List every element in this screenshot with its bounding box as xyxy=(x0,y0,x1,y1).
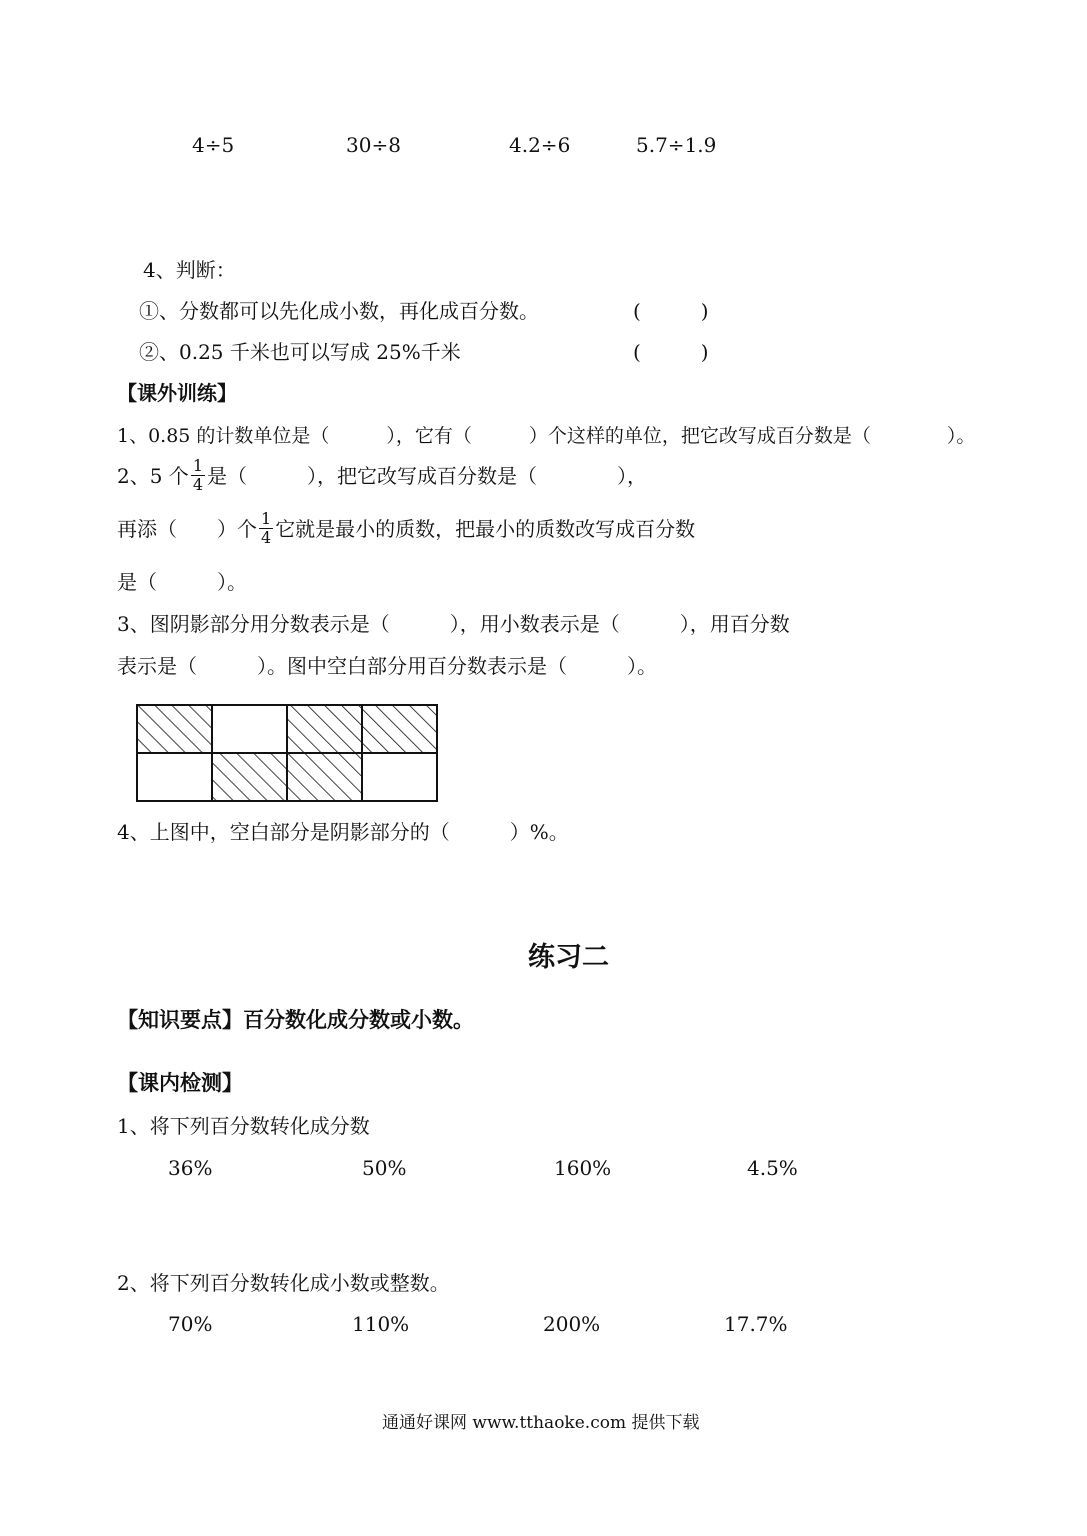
judge-blank-1: ( ) xyxy=(633,299,709,323)
division-item-1: 4÷5 xyxy=(192,133,235,157)
extra-q4: 4、上图中，空白部分是阴影部分的（ ）%。 xyxy=(117,820,569,844)
extra-q3-line1: 3、图阴影部分用分数表示是（ ），用小数表示是（ ），用百分数 xyxy=(117,612,790,636)
q2-value-2: 110% xyxy=(352,1312,410,1336)
grid-cell-shaded xyxy=(212,753,287,801)
in-class-q2: 2、将下列百分数转化成小数或整数。 xyxy=(117,1271,450,1295)
extra-training-heading: 【课外训练】 xyxy=(117,381,237,405)
knowledge-text: 百分数化成分数或小数。 xyxy=(243,1008,474,1032)
q2-value-4: 17.7% xyxy=(724,1312,788,1336)
section-title: 练习二 xyxy=(528,942,609,973)
q2-value-1: 70% xyxy=(168,1312,213,1336)
grid-cell-shaded xyxy=(287,705,362,753)
q1-value-3: 160% xyxy=(554,1156,612,1180)
page-footer: 通通好课网 www.tthaoke.com 提供下载 xyxy=(382,1413,700,1433)
in-class-q1: 1、将下列百分数转化成分数 xyxy=(117,1114,370,1138)
judge-title: 4、判断： xyxy=(143,258,236,282)
grid-cell-shaded xyxy=(362,705,437,753)
extra-q3-line2: 表示是（ ）。图中空白部分用百分数表示是（ ）。 xyxy=(117,654,657,678)
q1-value-1: 36% xyxy=(168,1156,213,1180)
grid-cell-shaded xyxy=(137,705,212,753)
fraction-numerator-2: 1 xyxy=(261,509,272,528)
q2-value-3: 200% xyxy=(543,1312,601,1336)
q1-value-2: 50% xyxy=(362,1156,407,1180)
q1-value-4: 4.5% xyxy=(747,1156,798,1180)
extra-q2-line2 xyxy=(117,510,695,547)
judge-item-2: ②、0.25 千米也可以写成 25%千米 xyxy=(139,340,461,364)
division-item-2: 30÷8 xyxy=(346,133,401,157)
grid-cell-blank xyxy=(212,705,287,753)
grid-cell-shaded xyxy=(287,753,362,801)
division-item-4: 5.7÷1.9 xyxy=(636,133,717,157)
knowledge-points xyxy=(117,1004,474,1034)
fraction-one-quarter xyxy=(191,457,205,494)
extra-q2-prefix: 2、5 个 xyxy=(117,463,189,488)
fraction-one-quarter-2 xyxy=(259,510,273,547)
knowledge-label: 【知识要点】 xyxy=(117,1008,243,1032)
fraction-denominator-2: 4 xyxy=(261,528,272,547)
fraction-denominator: 4 xyxy=(192,475,203,494)
in-class-heading: 【课内检测】 xyxy=(117,1071,243,1095)
extra-q2-line2-suffix: 它就是最小的质数，把最小的质数改写成百分数 xyxy=(275,516,696,541)
judge-blank-2: ( ) xyxy=(633,340,709,364)
extra-q1: 1、0.85 的计数单位是（ ），它有（ ）个这样的单位，把它改写成百分数是（ ）。 xyxy=(117,425,976,447)
division-item-3: 4.2÷6 xyxy=(509,133,571,157)
grid-cell-blank xyxy=(362,753,437,801)
judge-item-1: ①、分数都可以先化成小数，再化成百分数。 xyxy=(139,299,539,323)
grid-cell-blank xyxy=(137,753,212,801)
extra-q2-line3: 是（ ）。 xyxy=(117,570,247,594)
shaded-grid-figure xyxy=(134,702,440,804)
extra-q2-suffix: 是（ ），把它改写成百分数是（ ）， xyxy=(207,463,647,488)
fraction-numerator: 1 xyxy=(192,456,203,475)
extra-q2-line1 xyxy=(117,457,647,494)
extra-q2-line2-prefix: 再添（ ）个 xyxy=(117,516,257,541)
